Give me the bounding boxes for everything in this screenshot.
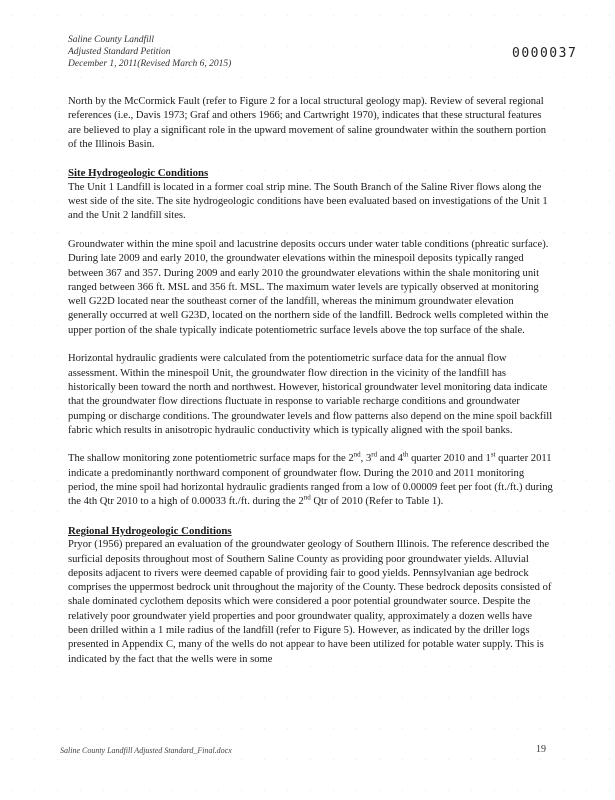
running-header (68, 34, 231, 70)
header-title: Saline County Landfill (68, 35, 155, 45)
ordinal-suffix: th (402, 450, 409, 459)
text-run: quarter 2010 and 1 (408, 453, 491, 465)
header-date: December 1, 2011(Revised March 6, 2015) (68, 59, 232, 69)
section-heading-regional-hydrogeology: Regional Hydrogeologic Conditions (68, 524, 232, 537)
ordinal-suffix: rd (371, 450, 378, 459)
ordinal-suffix: nd (303, 493, 311, 502)
page-number: 19 (536, 744, 546, 755)
paragraph-structural-features: North by the McCormick Fault (refer to Figure 2 for a local structural geology map). Review of several regional references (i.e., Davis 1973; Graf and others 1966; and Cartwright 1970), indicates that these structural features are believed to play a significant role in the upward movement of saline groundwater within the southern portion of the Illinois Basin. (68, 96, 547, 150)
text-run: Qtr of 2010 (Refer to Table 1). (310, 496, 444, 508)
paragraph-potentiometric-maps (68, 452, 554, 509)
section-heading-site-hydrogeology: Site Hydrogeologic Conditions (68, 167, 209, 180)
bates-number: 0000037 (512, 46, 578, 61)
text-run: quarter 2011 indicate a predominantly northward component of groundwater flow. During the 2010 and 2011 monitoring period, the mine spoil had horizontal hydraulic gradients ranged from a low of 0.00009 feet per foot (ft./ft.) during the 4th Qtr 2010 to a high of 0.00033 ft./ft. during the 2 (68, 453, 553, 508)
text-run: , 3 (360, 453, 372, 465)
text-run: and 4 (377, 453, 403, 465)
paragraph-unit1-landfill: The Unit 1 Landfill is located in a former coal strip mine. The South Branch of the Saline River flows along the west side of the site. The site hydrogeologic conditions have been evaluated based on investigations of the Unit 1 and the Unit 2 landfill sites. (68, 181, 548, 222)
text-run: The shallow monitoring zone potentiometric surface maps for the 2 (68, 453, 354, 465)
ordinal-suffix: st (490, 450, 496, 459)
header-subtitle: Adjusted Standard Petition (68, 47, 171, 57)
paragraph-hydraulic-gradients: Horizontal hydraulic gradients were calculated from the potentiometric surface data for the annual flow assessment. Within the minespoil Unit, the groundwater flow direction in the vicinity of the landfill has historically been toward the north and northwest. However, historical groundwater level monitoring data indicate that the groundwater flow directions fluctuate in response to variable recharge conditions and groundwater pumping or discharge conditions. The groundwater levels and flow patterns also depend on the mine spoil backfill fabric which results in anisotropic hydraulic conductivity which is typically aligned with the spoil banks. (68, 353, 553, 436)
paragraph-regional-groundwater: Pryor (1956) prepared an evaluation of the groundwater geology of Southern Illinois. The reference described the surficial deposits throughout most of Southern Saline County as providing poor groundwater yields. Alluvial deposits adjacent to rivers were deemed capable of providing fair to good yields. Pennsylvanian age bedrock comprises the uppermost bedrock unit throughout the majority of the County. These bedrock deposits consisted of shale dominated cyclothem deposits which were considered a poor potential groundwater source. Despite the relatively poor groundwater yield properties and poor groundwater quality, approximately a dozen wells have been drilled within a 1 mile radius of the landfill (refer to Figure 5). However, as indicated by the driller logs presented in Appendix C, many of the wells do not appear to have been utilized for potable water supply. This is indicated by the fact that the wells were in some (68, 539, 552, 665)
paragraph-groundwater-elevations: Groundwater within the mine spoil and lacustrine deposits occurs under water table conditions (phreatic surface). During late 2009 and early 2010, the groundwater elevations within the minespoil deposits typically ranged between 367 and 357. During 2009 and early 2010 the groundwater elevations within the shale monitoring unit ranged between 366 ft. MSL and 356 ft. MSL. The maximum water levels are typically observed at monitoring well G22D located near the southeast corner of the landfill, whereas the minimum groundwater elevation generally occurred at well G23D, located on the northern side of the landfill. Bedrock wells completed within the upper portion of the shale typically indicate potentiometric surface levels above the top surface of the shale. (68, 238, 549, 336)
document-body (68, 95, 554, 681)
ordinal-suffix: nd (353, 450, 361, 459)
footer-filename: Saline County Landfill Adjusted Standard_Final.docx (60, 746, 232, 755)
